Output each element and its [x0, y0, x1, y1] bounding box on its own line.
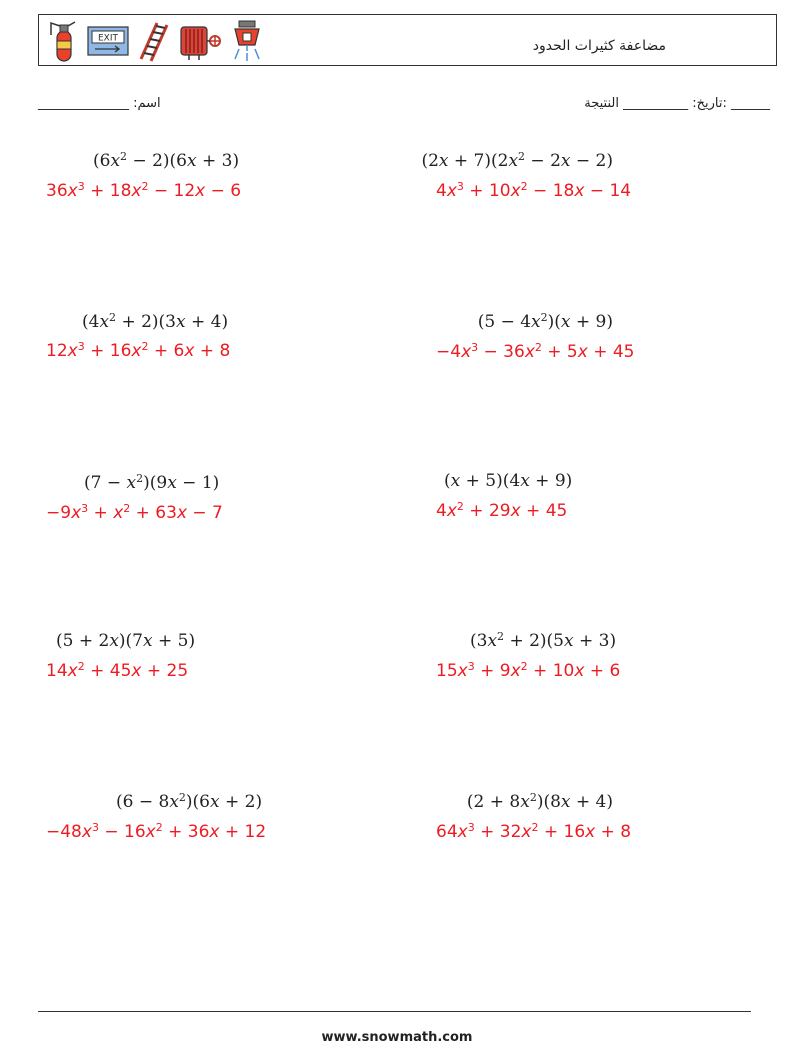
footer-divider — [38, 1011, 751, 1012]
answer-expression: $15x^3 + 9x^2 + 10x + 6$ — [436, 660, 621, 681]
problem-expression: $(2 + 8x^2)(8x + 4)$ — [466, 791, 613, 812]
answer-expression: $14x^2 + 45x + 25$ — [46, 660, 189, 681]
problem-expression: (x + 5)(4x + 9) — [444, 471, 573, 491]
fire-hose-reel-icon — [179, 21, 223, 61]
answer-expression: $-9x^3 + x^2 + 63x - 7$ — [46, 502, 223, 523]
problem-expression: $(5 - 4x^2)(x + 9)$ — [477, 311, 613, 332]
problem-expression: $(6x^2 - 2)(6x + 3)$ — [93, 150, 240, 171]
problem-expression: $(6 - 8x^2)(6x + 2)$ — [116, 791, 263, 812]
name-field-label: اسم: ______________ — [38, 96, 161, 111]
exit-sign-icon — [87, 26, 129, 56]
answer-expression: $4x^3 + 10x^2 - 18x - 14$ — [436, 180, 632, 201]
fire-alarm-icon — [231, 19, 263, 63]
problem-expression: $(2x + 7)(2x^2 - 2x - 2)$ — [421, 150, 613, 171]
answer-expression: $4x^2 + 29x + 45$ — [436, 500, 568, 521]
answer-expression: $12x^3 + 16x^2 + 6x + 8$ — [46, 340, 231, 361]
problem-expression: $(3x^2 + 2)(5x + 3)$ — [470, 630, 617, 651]
answer-expression: $-48x^3 - 16x^2 + 36x + 12$ — [46, 821, 267, 842]
answer-expression: $36x^3 + 18x^2 - 12x - 6$ — [46, 180, 242, 201]
answer-expression: $64x^3 + 32x^2 + 16x + 8$ — [436, 821, 632, 842]
footer-url: www.snowmath.com — [321, 1030, 473, 1045]
date-score-label: ______ :تاريخ: __________ النتيجة — [584, 96, 770, 111]
problem-expression: (5 + 2x)(7x + 5) — [56, 631, 196, 651]
ladder-icon — [137, 19, 171, 63]
answer-expression: $-4x^3 - 36x^2 + 5x + 45$ — [436, 341, 635, 362]
header-box — [38, 14, 777, 66]
problem-expression: $(7 - x^2)(9x - 1)$ — [84, 472, 220, 493]
svg-text:EXIT: EXIT — [97, 33, 119, 44]
page-title: مضاعفة كثيرات الحدود — [532, 38, 666, 54]
fire-extinguisher-icon — [47, 19, 79, 63]
problem-expression: $(4x^2 + 2)(3x + 4)$ — [82, 311, 229, 332]
icon-strip — [47, 18, 263, 64]
